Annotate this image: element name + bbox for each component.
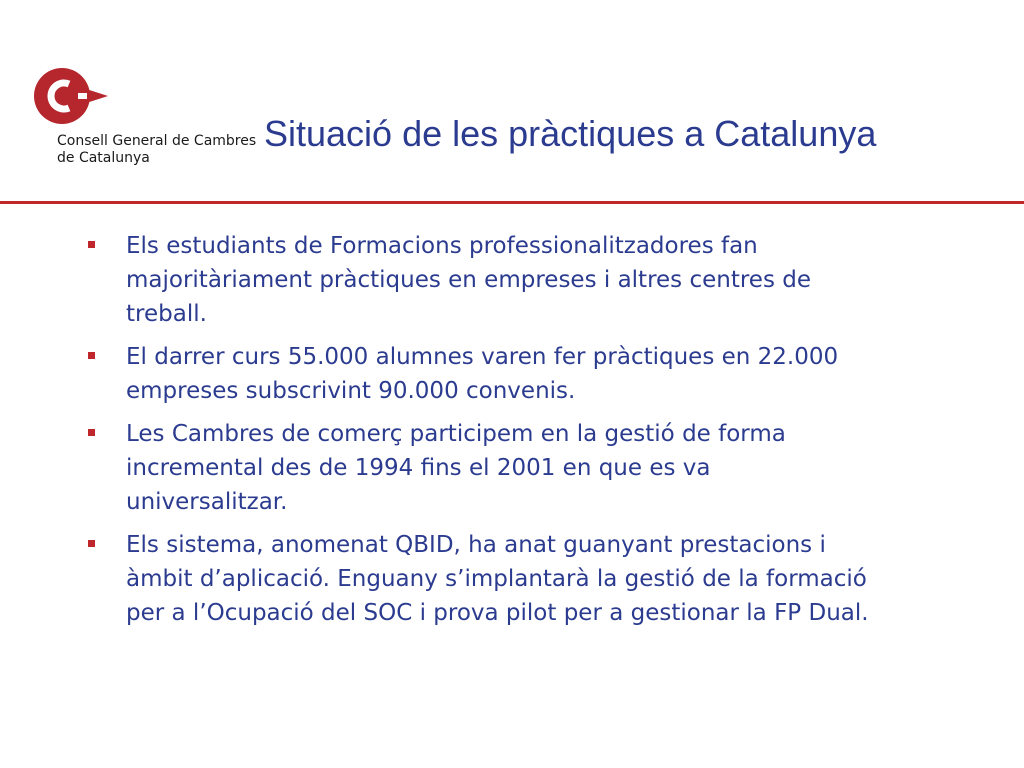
bullet-list <box>88 229 988 639</box>
bullet-text-line: Els estudiants de Formacions professionalitzadores fan <box>126 233 758 259</box>
square-bullet-icon <box>88 241 95 248</box>
bullet-text-line: empreses subscrivint 90.000 convenis. <box>126 378 576 404</box>
bullet-text-line: treball. <box>126 301 207 327</box>
square-bullet-icon <box>88 429 95 436</box>
bullet-text-line: El darrer curs 55.000 alumnes varen fer pràctiques en 22.000 <box>126 344 839 370</box>
bullet-text-line: per a l’Ocupació del SOC i prova pilot per a gestionar la FP Dual. <box>126 600 869 626</box>
bullet-item-4 <box>88 528 988 630</box>
title-divider <box>0 201 1024 204</box>
square-bullet-icon <box>88 352 95 359</box>
bullet-text-line: Els sistema, anomenat QBID, ha anat guanyant prestacions i <box>126 532 826 558</box>
bullet-item-3 <box>88 417 988 519</box>
cambres-logo-icon <box>33 67 113 125</box>
bullet-item-2 <box>88 340 988 408</box>
square-bullet-icon <box>88 540 95 547</box>
bullet-text-line: incremental des de 1994 fins el 2001 en que es va <box>126 455 711 481</box>
org-name-line-1: Consell General de Cambres <box>57 133 257 149</box>
org-name-line-2: de Catalunya <box>57 150 150 166</box>
bullet-text-line: universalitzar. <box>126 489 288 515</box>
bullet-item-1 <box>88 229 988 331</box>
slide-title: Situació de les pràctiques a Catalunya <box>264 113 877 154</box>
bullet-text-line: àmbit d’aplicació. Enguany s’implantarà la gestió de la formació <box>126 566 867 592</box>
org-name <box>57 133 257 167</box>
bullet-text-line: Les Cambres de comerç participem en la gestió de forma <box>126 421 786 447</box>
bullet-text-line: majoritàriament pràctiques en empreses i altres centres de <box>126 267 812 293</box>
